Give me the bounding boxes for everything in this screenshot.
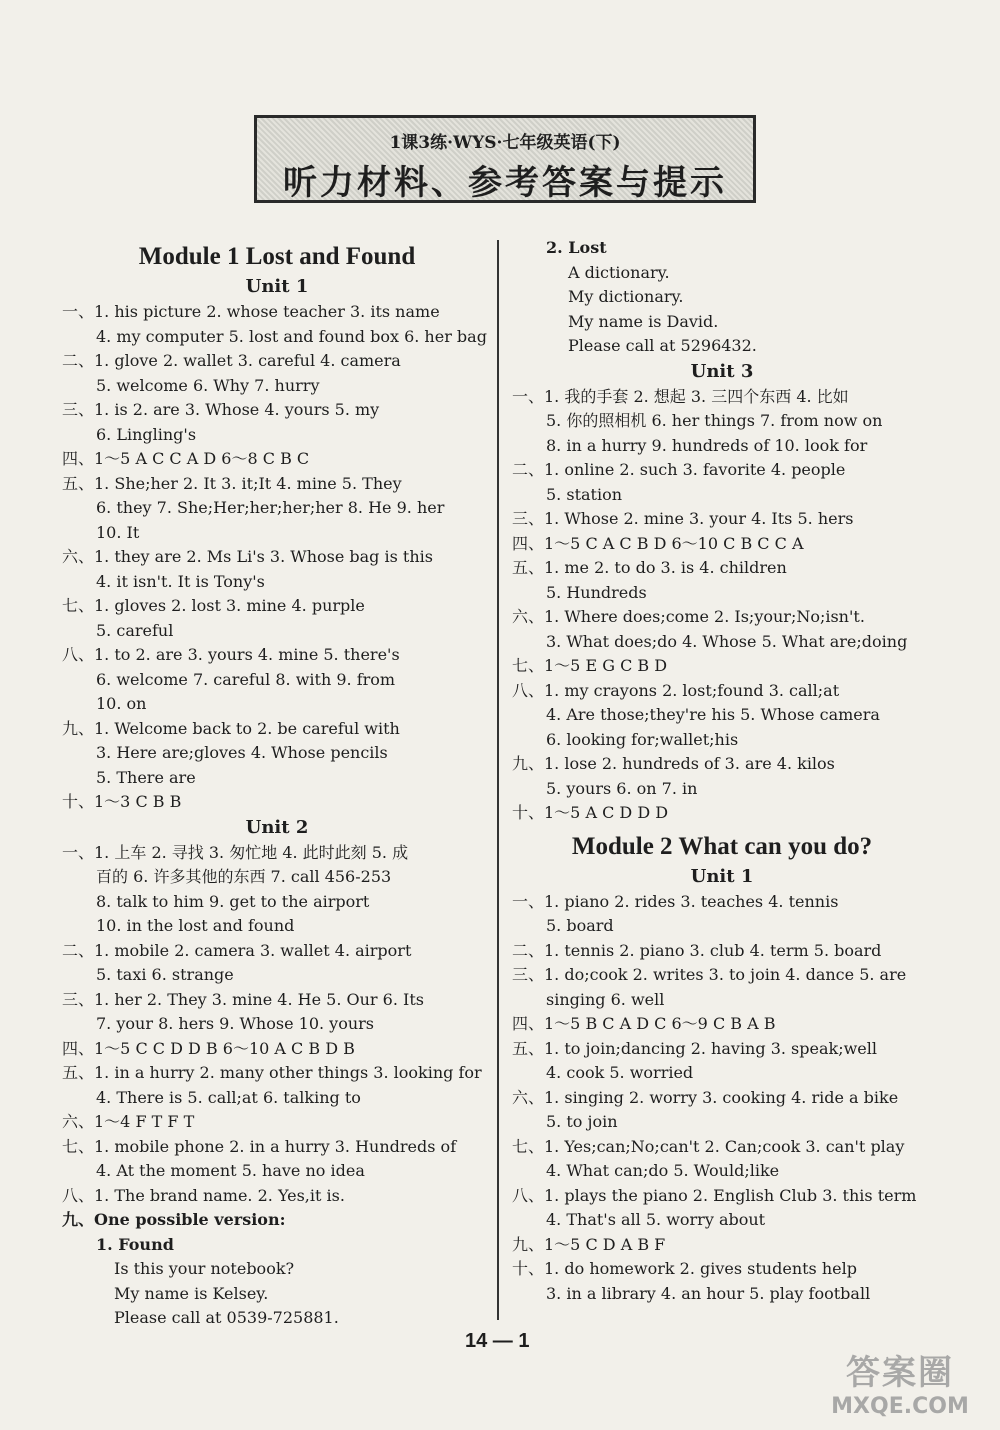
answer-line: 4. cook 5. worried: [546, 1063, 694, 1082]
answer-line: 一、1. his picture 2. whose teacher 3. its name: [62, 302, 440, 321]
unit-1-title: Unit 1: [245, 276, 309, 297]
answer-line: 4. That's all 5. worry about: [546, 1210, 766, 1229]
answer-line: 八、1. plays the piano 2. English Club 3. this term: [512, 1185, 917, 1205]
answer-line: 十、1～3 C B B: [62, 792, 182, 811]
answer-line: 四、1～5 A C C A D 6～8 C B C: [62, 449, 310, 468]
answer-line: 五、1. me 2. to do 3. is 4. children: [512, 558, 787, 577]
answer-line: My name is David.: [568, 311, 719, 331]
answer-line: 三、1. Whose 2. mine 3. your 4. Its 5. hers: [512, 509, 854, 528]
answer-line: Please call at 5296432.: [568, 336, 757, 355]
answer-line: 6. they 7. She;Her;her;her;her 8. He 9. her: [96, 498, 445, 517]
answer-line: Is this your notebook?: [114, 1259, 295, 1278]
column-divider: [497, 240, 499, 1320]
answer-line: 4. my computer 5. lost and found box 6. her bag: [96, 326, 487, 346]
answer-line: Please call at 0539-725881.: [114, 1308, 339, 1327]
answer-line: 10. It: [96, 522, 140, 542]
answer-line: 5. There are: [96, 767, 196, 787]
answer-line: 4. it isn't. It is Tony's: [96, 571, 265, 591]
m2-unit-1-title: Unit 1: [690, 865, 754, 887]
banner-subtitle: 1课3练·WYS·七年级英语(下): [389, 133, 621, 153]
answer-line: 5. yours 6. on 7. in: [546, 778, 698, 798]
answer-line: 3. in a library 4. an hour 5. play football: [546, 1283, 871, 1303]
answer-line: 4. Are those;they're his 5. Whose camera: [546, 705, 880, 724]
answer-line: 六、1～4 F T F T: [62, 1112, 195, 1131]
answer-line: My dictionary.: [568, 287, 684, 306]
answer-line: 7. your 8. hers 9. Whose 10. yours: [96, 1014, 374, 1033]
answer-line: 三、1. is 2. are 3. Whose 4. yours 5. my: [62, 400, 380, 419]
answer-line: 九、One possible version:: [62, 1210, 286, 1229]
answer-line: 九、1. lose 2. hundreds of 3. are 4. kilos: [512, 754, 835, 773]
answer-line: 5. taxi 6. strange: [96, 965, 234, 984]
answer-line: 5. welcome 6. Why 7. hurry: [96, 375, 320, 395]
watermark-url: MXQE.COM: [831, 1394, 969, 1419]
answer-line: 五、1. to join;dancing 2. having 3. speak;well: [512, 1038, 877, 1058]
answer-line: 四、1～5 C A C B D 6～10 C B C C A: [512, 533, 804, 553]
answer-line: 6. welcome 7. careful 8. with 9. from: [96, 669, 396, 689]
left-column: [62, 236, 492, 1331]
answer-line: 5. Hundreds: [546, 582, 647, 602]
answer-line: 九、1～5 C D A B F: [512, 1234, 666, 1254]
answer-line: 二、1. mobile 2. camera 3. wallet 4. airport: [62, 940, 412, 960]
answer-line: 二、1. online 2. such 3. favorite 4. people: [512, 460, 846, 479]
banner-title: 听力材料、参考答案与提示: [283, 163, 727, 203]
answer-line: 五、1. in a hurry 2. many other things 3. looking for: [62, 1063, 482, 1082]
answer-line: 2. Lost: [546, 238, 607, 257]
answer-line: 七、1. mobile phone 2. in a hurry 3. Hundreds of: [62, 1136, 457, 1156]
answer-line: 一、1. piano 2. rides 3. teaches 4. tennis: [512, 891, 839, 911]
answer-line: 5. station: [546, 484, 623, 504]
answer-line: 5. to join: [546, 1112, 618, 1131]
answer-line: 8. talk to him 9. get to the airport: [96, 891, 370, 911]
page-number: 14 — 1: [465, 1330, 530, 1352]
answer-line: 8. in a hurry 9. hundreds of 10. look for: [546, 435, 868, 455]
answer-line: 10. on: [96, 694, 147, 713]
answer-line: 六、1. Where does;come 2. Is;your;No;isn't.: [512, 607, 865, 626]
answer-line: 四、1～5 B C A D C 6～9 C B A B: [512, 1014, 776, 1033]
unit-2-title: Unit 2: [245, 816, 309, 838]
answer-line: 七、1. Yes;can;No;can't 2. Can;cook 3. can't play: [512, 1136, 905, 1156]
answer-line: 六、1. they are 2. Ms Li's 3. Whose bag is this: [62, 547, 433, 566]
answer-line: 四、1～5 C C D D B 6～10 A C B D B: [62, 1038, 355, 1058]
answer-line: 1. Found: [96, 1234, 174, 1254]
unit-3-title: Unit 3: [690, 360, 754, 382]
right-column: [512, 236, 932, 1306]
answer-line: 5. 你的照相机 6. her things 7. from now on: [546, 411, 883, 430]
answer-line: 三、1. do;cook 2. writes 3. to join 4. dance 5. are: [512, 965, 907, 984]
answer-line: 五、1. She;her 2. It 3. it;It 4. mine 5. They: [62, 473, 402, 493]
answer-line: 十、1～5 A C D D D: [512, 803, 669, 822]
answer-line: 八、1. to 2. are 3. yours 4. mine 5. there's: [62, 645, 400, 664]
answer-line: My name is Kelsey.: [114, 1283, 269, 1303]
answer-line: 5. careful: [96, 620, 174, 640]
answer-line: 八、1. The brand name. 2. Yes,it is.: [62, 1185, 345, 1205]
answer-line: 6. looking for;wallet;his: [546, 729, 739, 749]
answer-line: 一、1. 我的手套 2. 想起 3. 三四个东西 4. 比如: [512, 386, 849, 406]
title-banner: [254, 115, 756, 203]
answer-line: A dictionary.: [568, 262, 670, 282]
watermark-logo: [820, 1345, 980, 1425]
answer-line: singing 6. well: [546, 989, 665, 1009]
answer-line: 5. board: [546, 916, 614, 935]
answer-line: 10. in the lost and found: [96, 916, 295, 935]
answer-line: 百的 6. 许多其他的东西 7. call 456-253: [96, 867, 392, 886]
module-2-title: Module 2 What can you do?: [571, 832, 873, 860]
answer-line: 3. Here are;gloves 4. Whose pencils: [96, 743, 388, 762]
answer-line: 4. What can;do 5. Would;like: [546, 1161, 780, 1180]
answer-line: 3. What does;do 4. Whose 5. What are;doing: [546, 631, 908, 651]
answer-line: 4. There is 5. call;at 6. talking to: [96, 1087, 361, 1107]
answer-line: 六、1. singing 2. worry 3. cooking 4. ride a bike: [512, 1087, 899, 1107]
answer-line: 八、1. my crayons 2. lost;found 3. call;at: [512, 680, 840, 700]
module-1-title: Module 1 Lost and Found: [138, 243, 416, 270]
answer-line: 一、1. 上车 2. 寻找 3. 匆忙地 4. 此时此刻 5. 成: [62, 842, 409, 862]
answer-line: 十、1. do homework 2. gives students help: [512, 1259, 857, 1278]
answer-line: 4. At the moment 5. have no idea: [96, 1161, 365, 1180]
answer-line: 三、1. her 2. They 3. mine 4. He 5. Our 6. Its: [62, 989, 424, 1009]
answer-line: 七、1～5 E G C B D: [512, 656, 668, 675]
answer-line: 二、1. tennis 2. piano 3. club 4. term 5. board: [512, 940, 882, 960]
answer-line: 九、1. Welcome back to 2. be careful with: [62, 718, 400, 738]
watermark-text: 答案圈: [846, 1353, 954, 1393]
answer-line: 二、1. glove 2. wallet 3. careful 4. camera: [62, 351, 401, 370]
answer-line: 七、1. gloves 2. lost 3. mine 4. purple: [62, 596, 365, 615]
answer-line: 6. Lingling's: [96, 424, 197, 444]
